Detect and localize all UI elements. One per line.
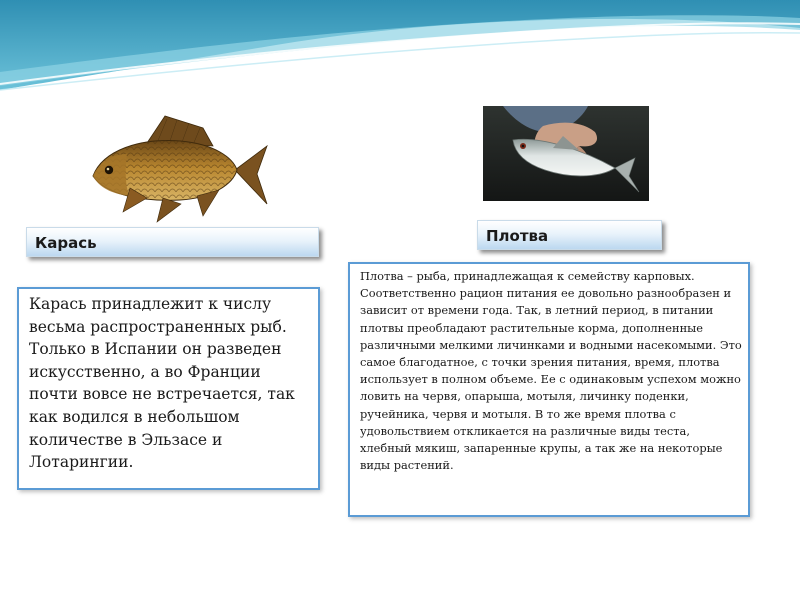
karas-description: [17, 287, 320, 490]
roach-fish-in-hand-image: [483, 106, 649, 201]
crucian-carp-image: [85, 108, 270, 226]
karas-label: Карась: [26, 227, 319, 257]
plotva-description: [348, 262, 750, 517]
wave-banner: [0, 0, 800, 95]
plotva-paragraph: Плотва – рыба, принадлежащая к семейству карповых. Соответственно рацион питания ее довольно разнообразен и зависит от времени года. Так, в летний период, в питании плотвы преобладают растительные корма, дополненные различными мелкими личинками и водными насекомыми. Это самое благодатное, с точки зрения питания, время, плотва использует в полном объеме. Ее с одинаковым успехом можно ловить на червя, опарыша, мотыля, личинку поденки, ручейника, червя и мотыля. В то же время плотва с удовольствием откликается на различные виды теста, хлебный мякиш, запаренные крупы, а так же на некоторые виды растений.: [360, 269, 742, 473]
plotva-label: Плотва: [477, 220, 662, 250]
karas-paragraph: Карась принадлежит к числу весьма распространенных рыб. Только в Испании он разведен искусственно, а во Франции почти вовсе не встречается, так как водился в небольшом количестве в Эльзасе и Лотарингии.: [29, 295, 295, 472]
